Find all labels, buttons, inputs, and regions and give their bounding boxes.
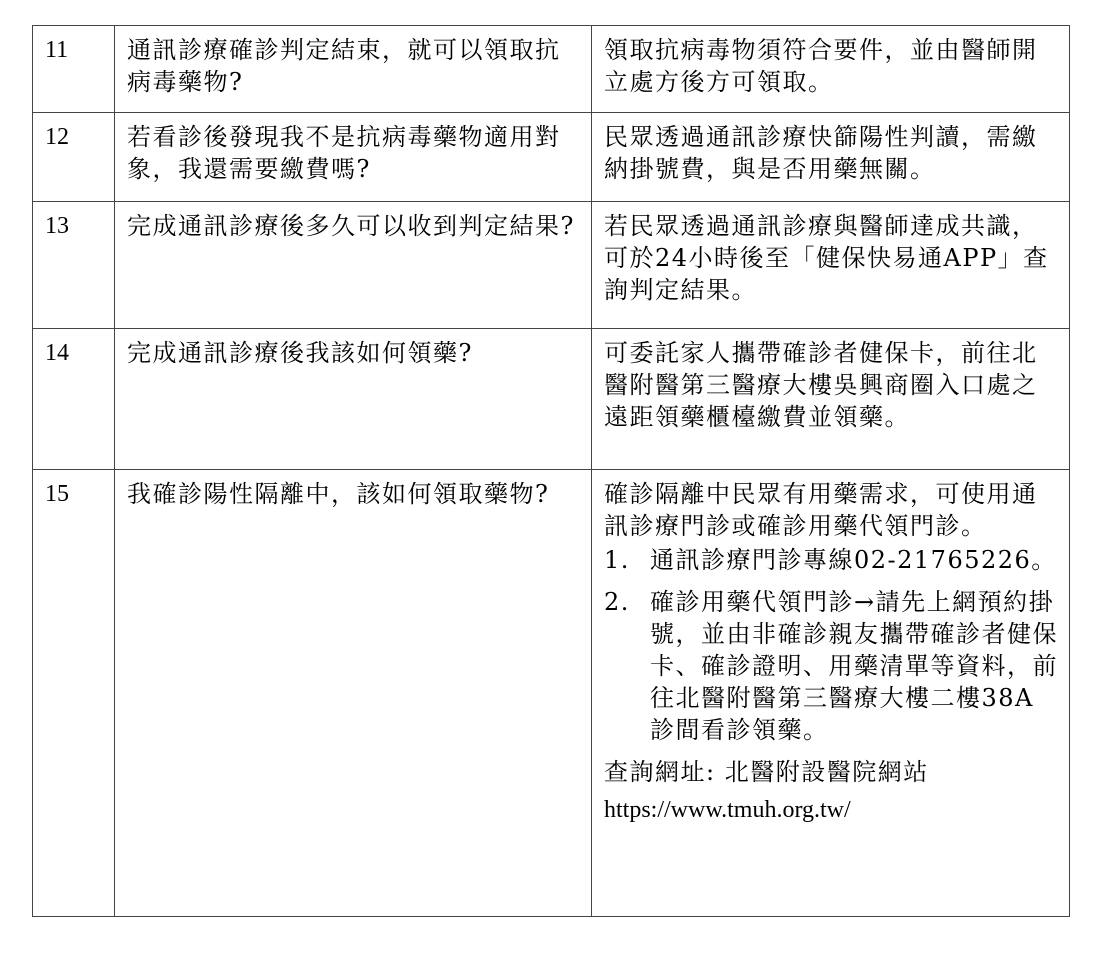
faq-table [32,25,1070,917]
row-number: 11 [33,26,115,113]
list-marker: 2. [604,588,630,616]
table-row [33,202,1070,329]
row-number: 13 [33,202,115,329]
list-item [604,544,1059,576]
table-row [33,329,1070,470]
question-cell: 若看診後發現我不是抗病毒藥物適用對象，我還需要繳費嗎? [115,113,592,202]
list-marker: 1. [604,546,630,574]
answer-cell [592,470,1070,917]
query-label: 查詢網址: 北醫附設醫院網站 [604,758,929,786]
list-item-text: 確診用藥代領門診→請先上網預約掛號，並由非確診親友攜帶確診者健保卡、確診證明、用藥清單等資料，前往北醫附醫第三醫療大樓二樓38A診間看診領藥。 [650,588,1058,744]
answer-cell: 民眾透過通訊診療快篩陽性判讀，需繳納掛號費，與是否用藥無關。 [592,113,1070,202]
question-cell: 完成通訊診療後多久可以收到判定結果? [115,202,592,329]
table-row [33,113,1070,202]
row-number: 15 [33,470,115,917]
table-row [33,26,1070,113]
answer-intro: 確診隔離中民眾有用藥需求，可使用通訊診療門診或確診用藥代領門診。 [604,480,1038,540]
question-cell: 我確診陽性隔離中，該如何領取藥物? [115,470,592,917]
row-number: 14 [33,329,115,470]
list-item [604,586,1059,746]
answer-cell: 可委託家人攜帶確診者健保卡，前往北醫附醫第三醫療大樓吳興商圈入口處之遠距領藥櫃檯繳費並領藥。 [592,329,1070,470]
steps-list [604,544,1059,746]
answer-cell: 領取抗病毒物須符合要件，並由醫師開立處方後方可領取。 [592,26,1070,113]
answer-cell: 若民眾透過通訊診療與醫師達成共識，可於24小時後至「健保快易通APP」查詢判定結果。 [592,202,1070,329]
question-cell: 通訊診療確診判定結束，就可以領取抗病毒藥物? [115,26,592,113]
question-cell: 完成通訊診療後我該如何領藥? [115,329,592,470]
website-url: https://www.tmuh.org.tw/ [604,797,851,823]
row-number: 12 [33,113,115,202]
table-row [33,470,1070,917]
list-item-text: 通訊診療門診專線02-21765226。 [650,546,1057,574]
